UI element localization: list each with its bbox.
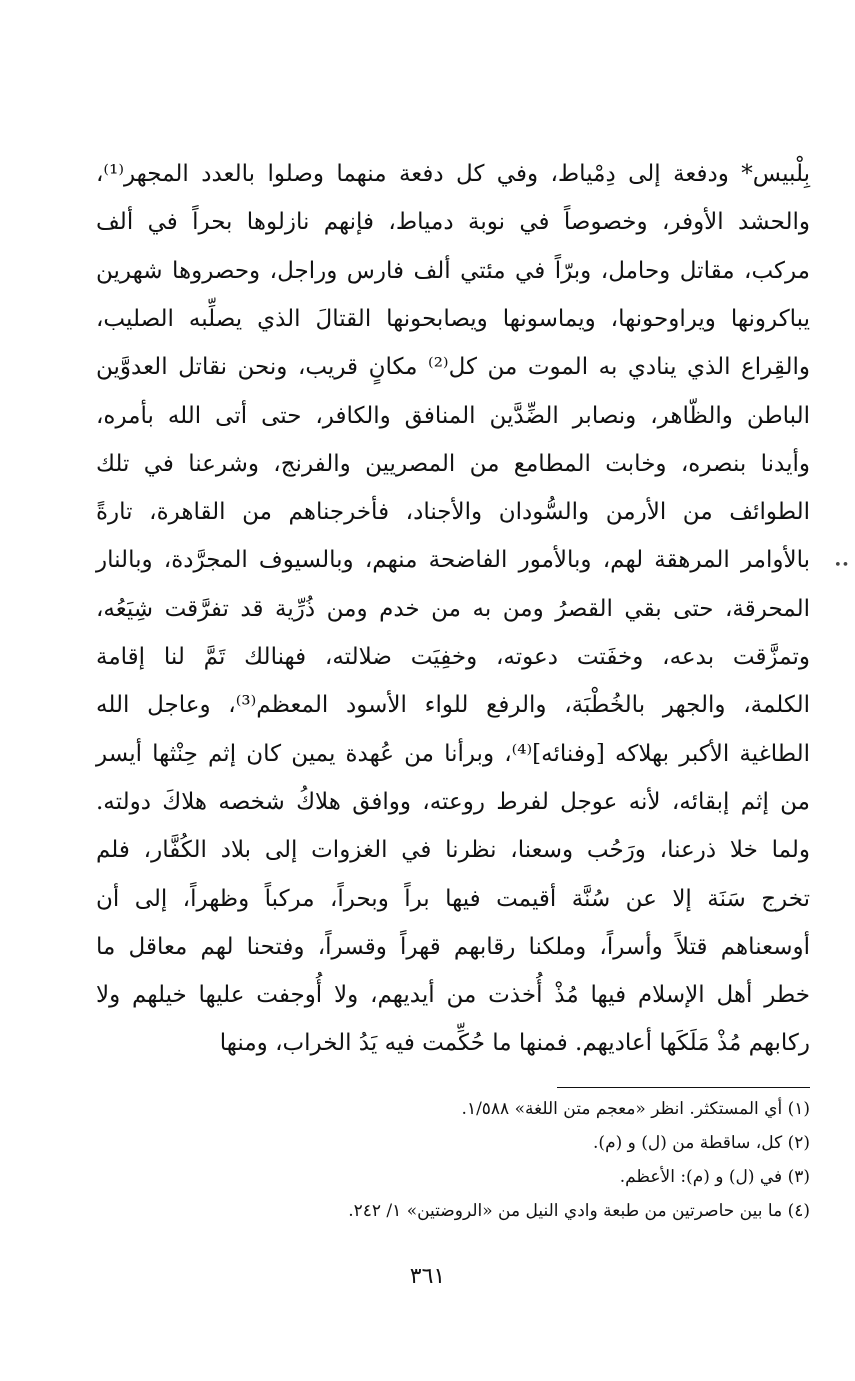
text-line: خطر أهل الإسلام فيها مُذْ أُخذت من أيديهم، ولا أُوجفت عليها خيلهم ولا (96, 982, 810, 1009)
footnote-separator (557, 1087, 810, 1088)
text-line: وتمزَّقت بدعه، وخفَتت دعوته، وخفِيَت ضلالته، فهنالك تَمَّ لنا إقامة (96, 644, 810, 670)
page-number: ٣٦١ (409, 1264, 446, 1289)
text-line: تخرج سَنَة إلا عن سُنَّة أقيمت فيها براً وبحراً، مركباً وظهراً، إلى أن (96, 885, 810, 912)
footnote: (٢) كل، ساقطة من (ل) و (م). (593, 1133, 810, 1153)
text-line: الكلمة، والجهر بالخُطْبَة، والرفع للواء الأسود المعظم⁽³⁾، وعاجل الله (96, 692, 810, 719)
footnote: (٣) في (ل) و (م): الأعظم. (619, 1167, 810, 1187)
text-line: الطاغية الأكبر بهلاكه [وفنائه]⁽⁴⁾، وبرأنا من عُهدة يمين كان إثم حِنْثها أيسر (96, 740, 811, 767)
text-line: أوسعناهم قتلاً وأسراً، وملكنا رقابهم قهراً وقسراً، وفتحنا لهم معاقل ما (96, 933, 810, 960)
text-line: بالأوامر المرهقة لهم، وبالأمور الفاضحة منهم، وبالسيوف المجرَّدة، وبالنار (96, 547, 810, 574)
text-line: والقِراع الذي ينادي به الموت من كل⁽²⁾ مكانٍ قريب، ونحن نقاتل العدوَّين (96, 354, 810, 381)
text-line: ركابهم مُذْ مَلَكَها أعاديهم. فمنها ما حُكِّمت فيه يَدُ الخراب، ومنها (219, 1030, 810, 1057)
text-line: والحشد الأوفر، وخصوصاً في نوبة دمياط، فإنهم نازلوها بحراً في ألف (96, 209, 810, 236)
text-line: المحرقة، حتى بقي القصرُ ومن به من خدم ومن ذُرِّية قد تفرَّقت شِيَعُه، (96, 595, 810, 622)
footnote: (٤) ما بين حاصرتين من طبعة وادي النيل من «الروضتين» ١/ ٢٤٢. (348, 1201, 810, 1221)
text-line: ولما خلا ذرعنا، ورَحُب وسعنا، نظرنا في الغزوات إلى بلاد الكُفَّار، فلم (96, 837, 810, 864)
footnote: (١) أي المستكثر. انظر «معجم متن اللغة» ١/٥٨٨. (461, 1099, 810, 1119)
text-line: الطوائف من الأرمن والسُّودان والأجناد، فأخرجناهم من القاهرة، تارةً (96, 499, 810, 526)
text-line: وأيدنا بنصره، وخابت المطامع من المصريين والفرنج، وشرعنا في تلك (96, 450, 810, 477)
text-line: من إثم إبقائه، لأنه عوجل لفرط روعته، ووافق هلاكُ شخصه هلاكَ دولته. (96, 788, 810, 815)
text-line: الباطن والظّاهر، ونصابر الضِّدَّين المنافق والكافر، حتى أتى الله بأمره، (96, 402, 810, 429)
text-line: بِلْبيس* ودفعة إلى دِمْياط، وفي كل دفعة منهما وصلوا بالعدد المجهر⁽¹⁾، (96, 161, 810, 187)
text-line: مركب، مقاتل وحامل، وبرّاً في مئتي ألف فارس وراجل، وحصروها شهرين (96, 257, 810, 284)
margin-mark: •• (834, 558, 850, 573)
text-line: يباكرونها ويراوحونها، ويماسونها ويصابحونها القتالَ الذي يصلِّبه الصليب، (96, 305, 810, 332)
